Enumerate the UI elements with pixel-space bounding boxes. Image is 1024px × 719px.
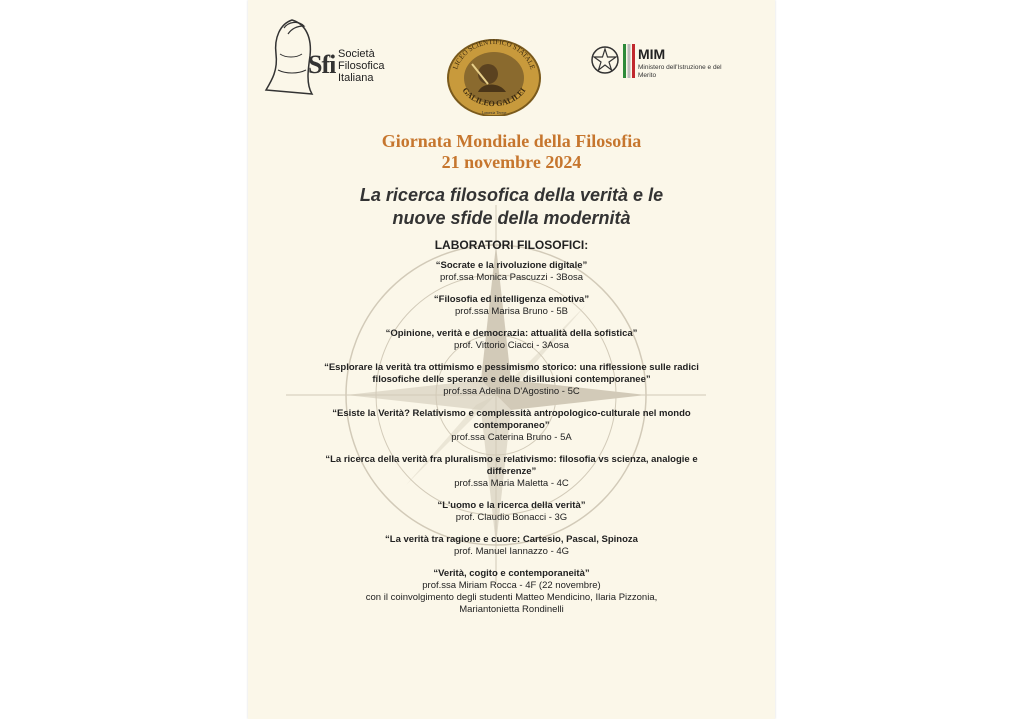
sfi-mark: Sfi [308,50,336,79]
sfi-logo [262,14,412,100]
subtitle-line: La ricerca filosofica della verità e le [359,185,664,205]
lab-title: “L'uomo e la ricerca della verità” [437,500,586,511]
mim-logo [590,42,740,92]
lab-title: “La ricerca della verità fra pluralismo e relativismo: filosofia vs scienza, analogie e differenze” [325,454,698,477]
school-seal [442,34,546,116]
subtitle-line: nuove sfide della modernità [392,208,631,228]
mim-title: MIM [638,46,666,62]
lab-title: “Opinione, verità e democrazia: attualità della sofistica” [385,328,638,339]
list-item [248,454,775,490]
labs-header: LABORATORI FILOSOFICI: [434,238,589,252]
lab-professor: prof. Vittorio Ciacci - 3Aosa [454,340,569,351]
lab-title: “La verità tra ragione e cuore: Cartesio, Pascal, Spinoza [385,534,638,545]
lab-title: “Socrate e la rivoluzione digitale” [435,260,588,271]
lab-professor: prof. Manuel Iannazzo - 4G [453,546,570,557]
lab-professor: prof.ssa Maria Maletta - 4C [454,478,569,489]
school-city-text: Lamezia Terme [481,110,507,115]
school-name-text: GALILEO GALILEI [460,85,528,109]
lab-title: “Filosofia ed intelligenza emotiva” [433,294,590,305]
lab-professor: prof.ssa Marisa Bruno - 5B [455,306,568,317]
list-item [248,500,775,524]
lab-title: “Esiste la Verità? Relativismo e complessità antropologico-culturale nel mondo contemporaneo” [332,408,691,431]
list-item [248,534,775,558]
event-date: 21 novembre 2024 [441,152,582,172]
poster [248,0,775,719]
lab-professor: prof. Claudio Bonacci - 3G [455,512,568,523]
list-item [248,328,775,352]
poster-content [248,130,775,626]
sfi-line: Società [338,48,375,60]
list-item [248,294,775,318]
school-arc-text: LICEO SCIENTIFICO STATALE [451,37,537,71]
lab-note: con il coinvolgimento degli studenti Matteo Mendicino, Ilaria Pizzonia, Mariantonietta Rondinelli [365,592,658,615]
lab-title: “Verità, cogito e contemporaneità” [433,568,590,579]
tricolor-flag-icon [623,44,635,78]
event-subtitle [248,184,775,230]
list-item [248,260,775,284]
sfi-line: Filosofica [338,60,385,72]
italian-emblem-icon [590,42,620,78]
sfi-line: Italiana [338,72,374,84]
sfi-name [338,48,384,84]
lab-professor: prof.ssa Monica Pascuzzi - 3Bosa [439,272,584,283]
lab-title: “Esplorare la verità tra ottimismo e pessimismo storico: una riflessione sulle radici filosofiche delle speranze e delle disillusioni contemporanee” [324,362,699,385]
lab-professor: prof.ssa Miriam Rocca - 4F (22 novembre) [422,580,601,591]
list-item [248,408,775,444]
lab-professor: prof.ssa Adelina D'Agostino - 5C [443,386,580,397]
list-item [248,362,775,398]
logo-bar [248,12,775,115]
event-title: Giornata Mondiale della Filosofia [381,131,642,151]
lab-professor: prof.ssa Caterina Bruno - 5A [451,432,572,443]
mim-subtitle: Ministero dell'Istruzione e del Merito [638,64,722,79]
list-item [248,568,775,616]
